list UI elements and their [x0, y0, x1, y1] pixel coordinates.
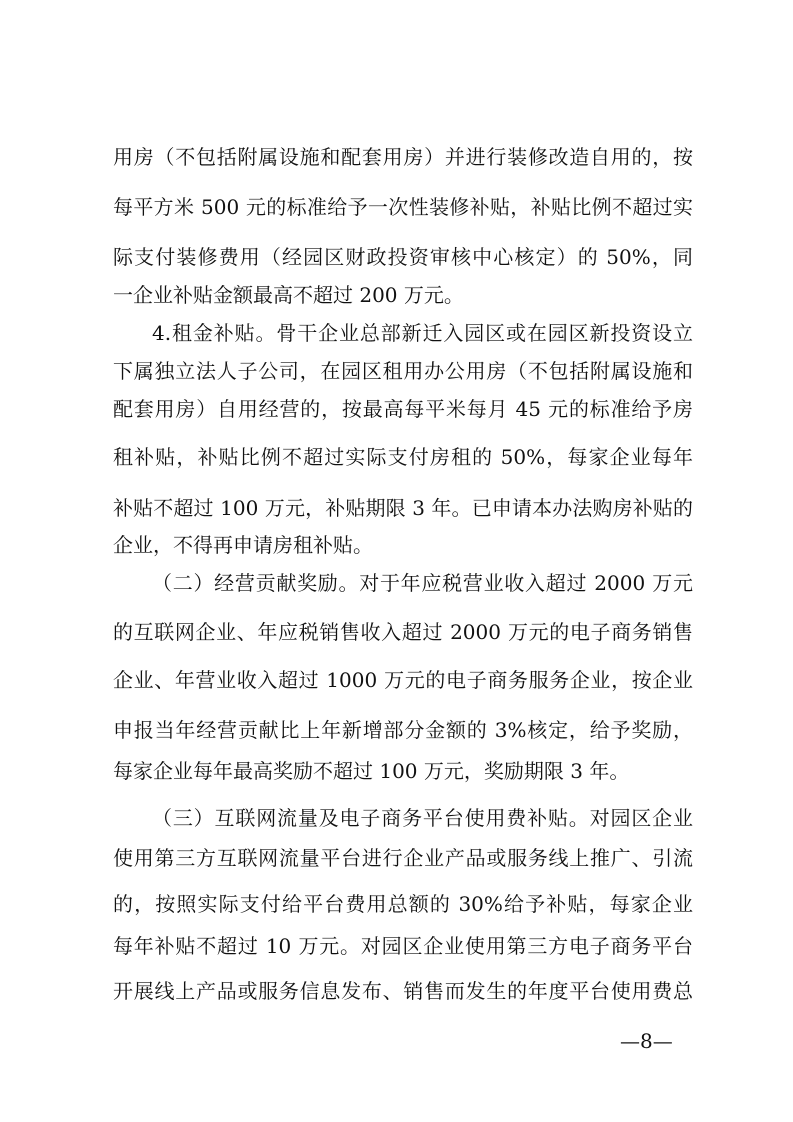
paragraph-line: 的，按照实际支付给平台费用总额的 30%给予补贴，每家企业 [113, 892, 693, 916]
paragraph-line: 使用第三方互联网流量平台进行企业产品或服务线上推广、引流 [113, 846, 693, 870]
paragraph-line: 开展线上产品或服务信息发布、销售而发生的年度平台使用费总 [113, 979, 693, 1003]
paragraph-line: 企业、年营业收入超过 1000 万元的电子商务服务企业，按企业 [113, 668, 693, 692]
page-number: —8— [620, 1029, 673, 1053]
paragraph-line: （二）经营贡献奖励。对于年应税营业收入超过 2000 万元 [152, 571, 693, 595]
paragraph-line: 一企业补贴金额最高不超过 200 万元。 [113, 283, 464, 307]
paragraph-line: 每家企业每年最高奖励不超过 100 万元，奖励期限 3 年。 [113, 759, 630, 783]
paragraph-line: 用房（不包括附属设施和配套用房）并进行装修改造自用的，按 [113, 145, 693, 169]
paragraph-line: 下属独立法人子公司，在园区租用办公用房（不包括附属设施和 [113, 359, 693, 383]
paragraph-line: 每年补贴不超过 10 万元。对园区企业使用第三方电子商务平台 [113, 934, 693, 958]
paragraph-line: 每平方米 500 元的标准给予一次性装修补贴，补贴比例不超过实 [113, 195, 693, 219]
paragraph-line: 际支付装修费用（经园区财政投资审核中心核定）的 50%，同 [113, 245, 693, 269]
paragraph-line: 4.租金补贴。骨干企业总部新迁入园区或在园区新投资设立 [152, 321, 693, 345]
paragraph-line: 企业，不得再申请房租补贴。 [113, 533, 373, 557]
paragraph-line: 补贴不超过 100 万元，补贴期限 3 年。已申请本办法购房补贴的 [113, 496, 693, 520]
paragraph-line: 租补贴，补贴比例不超过实际支付房租的 50%，每家企业每年 [113, 445, 693, 469]
paragraph-line: （三）互联网流量及电子商务平台使用费补贴。对园区企业 [152, 806, 693, 830]
paragraph-line: 的互联网企业、年应税销售收入超过 2000 万元的电子商务销售 [113, 620, 693, 644]
paragraph-line: 申报当年经营贡献比上年新增部分金额的 3%核定，给予奖励， [113, 718, 693, 742]
paragraph-line: 配套用房）自用经营的，按最高每平米每月 45 元的标准给予房 [113, 397, 693, 421]
